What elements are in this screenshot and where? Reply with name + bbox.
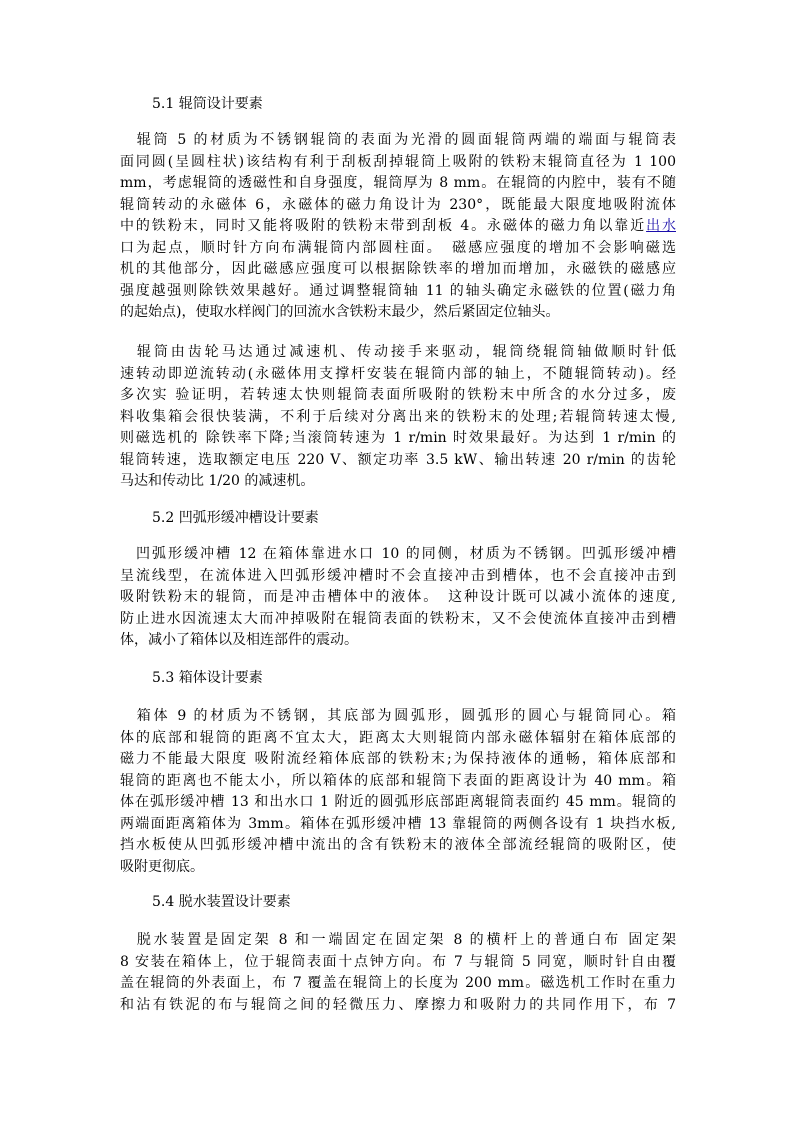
text-line: 的起始点)，使取水样阀门的回流水含铁粉末最少，然后紧固定位轴头。 xyxy=(120,304,560,320)
text-line: 辊筒转速，选取额定电压 220 V、额定功率 3.5 kW、输出转速 20 r/min 的齿轮 xyxy=(120,451,676,468)
text-line: 机的其他部分，因此磁感应强度可以根据除铁率的增加而增加，永磁铁的磁感应 xyxy=(120,261,676,277)
text-line: 吸附更彻底。 xyxy=(120,858,204,875)
text-line: 辊筒转动的永磁体 6，永磁体的磁力角设计为 230°，既能最大限度地吸附流体 xyxy=(120,196,676,213)
text-line: 马达和传动比 1/20 的减速机。 xyxy=(120,473,315,489)
outlet-link[interactable]: 出水 xyxy=(646,218,676,234)
text-line: 辊筒 5 的材质为不锈钢辊筒的表面为光滑的圆面辊筒两端的端面与辊筒表 xyxy=(120,132,676,148)
paragraph-5-3 xyxy=(120,706,676,878)
paragraph-5-4 xyxy=(120,930,676,1016)
text-line: 多次实 验证明，若转速太快则辊筒表面所吸附的铁粉末中所含的水分过多，废 xyxy=(120,387,676,403)
text-line: 8 安装在箱体上，位于辊筒表面十点钟方向。布 7 与辊筒 5 同宽，顺时针自由覆 xyxy=(120,953,676,970)
text-line: 口为起点，顺时针方向布满辊筒内部圆柱面。 磁感应强度的增加不会影响磁选 xyxy=(120,239,676,256)
text-line: 体的底部和辊筒的距离不宜太大，距离太大则辊筒内部永磁体辐射在箱体底部的 xyxy=(120,729,676,746)
text-line: 速转动即逆流转动(永磁体用支撑杆安装在辊筒内部的轴上，不随辊筒转动)。经 xyxy=(120,365,676,382)
text-segment: 中的铁粉末，同时又能将吸附的铁粉末带到刮板 4。永磁体的磁力角以靠近 xyxy=(120,218,647,234)
text-line: 体，减小了箱体以及相连部件的震动。 xyxy=(120,632,358,648)
text-line: 料收集箱会很快装满，不利于后续对分离出来的铁粉末的处理;若辊筒转速太慢, xyxy=(120,408,676,425)
text-line: 面同圆(呈圆柱状)该结构有利于刮板刮掉辊筒上吸附的铁粉末辊筒直径为 1 100 xyxy=(120,153,676,170)
text-line: 呈流线型，在流体进入凹弧形缓冲槽时不会直接冲击到槽体，也不会直接冲击到 xyxy=(120,567,676,584)
text-line: 凹弧形缓冲槽 12 在箱体靠进水口 10 的同侧，材质为不锈钢。凹弧形缓冲槽 xyxy=(120,546,676,562)
text-line: 两端面距离箱体为 3mm。箱体在弧形缓冲槽 13 靠辊筒的两侧各设有 1 块挡水板, xyxy=(120,815,676,832)
text-line: 箱体 9 的材质为不锈钢，其底部为圆弧形，圆弧形的圆心与辊筒同心。箱 xyxy=(120,708,676,724)
text-line: 体在弧形缓冲槽 13 和出水口 1 附近的圆弧形底部距离辊筒表面约 45 mm。辊筒的 xyxy=(120,794,676,810)
text-line: 则磁选机的 除铁率下降;当滚筒转速为 1 r/min 时效果最好。为达到 1 r/min 的 xyxy=(120,430,676,446)
paragraph-5-2 xyxy=(120,544,676,652)
paragraph-5-1-a xyxy=(120,130,676,324)
section-heading-5-4: 5.4 脱水装置设计要素 xyxy=(152,894,291,910)
text-line: 磁力不能最大限度 吸附流经箱体底部的铁粉末;为保持液体的通畅，箱体底部和 xyxy=(120,751,676,767)
text-line: 吸附铁粉末的辊筒，而是冲击槽体中的液体。 这种设计既可以减小流体的速度, xyxy=(120,589,676,605)
text-line: 辊筒由齿轮马达通过减速机、传动接手来驱动，辊筒绕辊筒轴做顺时针低 xyxy=(120,344,676,360)
paragraph-5-1-b xyxy=(120,342,676,493)
section-heading-5-2: 5.2 凹弧形缓冲槽设计要素 xyxy=(152,510,319,526)
text-line: 盖在辊筒的外表面上，布 7 覆盖在辊筒上的长度为 200 mm。磁选机工作时在重力 xyxy=(120,975,676,991)
text-line: 脱水装置是固定架 8 和一端固定在固定架 8 的横杆上的普通白布 固定架 xyxy=(120,932,676,948)
section-heading-5-3: 5.3 箱体设计要素 xyxy=(152,670,263,686)
text-line: 挡水板使从凹弧形缓冲槽中流出的含有铁粉末的液体全部流经辊筒的吸附区，使 xyxy=(120,837,676,853)
section-heading-5-1: 5.1 辊筒设计要素 xyxy=(152,96,263,112)
text-line: 强度越强则除铁效果越好。通过调整辊筒轴 11 的轴头确定永磁铁的位置(磁力角 xyxy=(120,282,676,299)
text-line xyxy=(120,216,676,238)
text-line: 和沾有铁泥的布与辊筒之间的轻微压力、摩擦力和吸附力的共同作用下，布 7 xyxy=(120,996,676,1013)
text-line: 辊筒的距离也不能太小，所以箱体的底部和辊筒下表面的距离设计为 40 mm。箱 xyxy=(120,772,676,789)
text-line: 防止进水因流速太大而冲掉吸附在辊筒表面的铁粉末，又不会使流体直接冲击到槽 xyxy=(120,610,676,627)
text-line: mm，考虑辊筒的透磁性和自身强度，辊筒厚为 8 mm。在辊筒的内腔中，装有不随 xyxy=(120,175,676,191)
